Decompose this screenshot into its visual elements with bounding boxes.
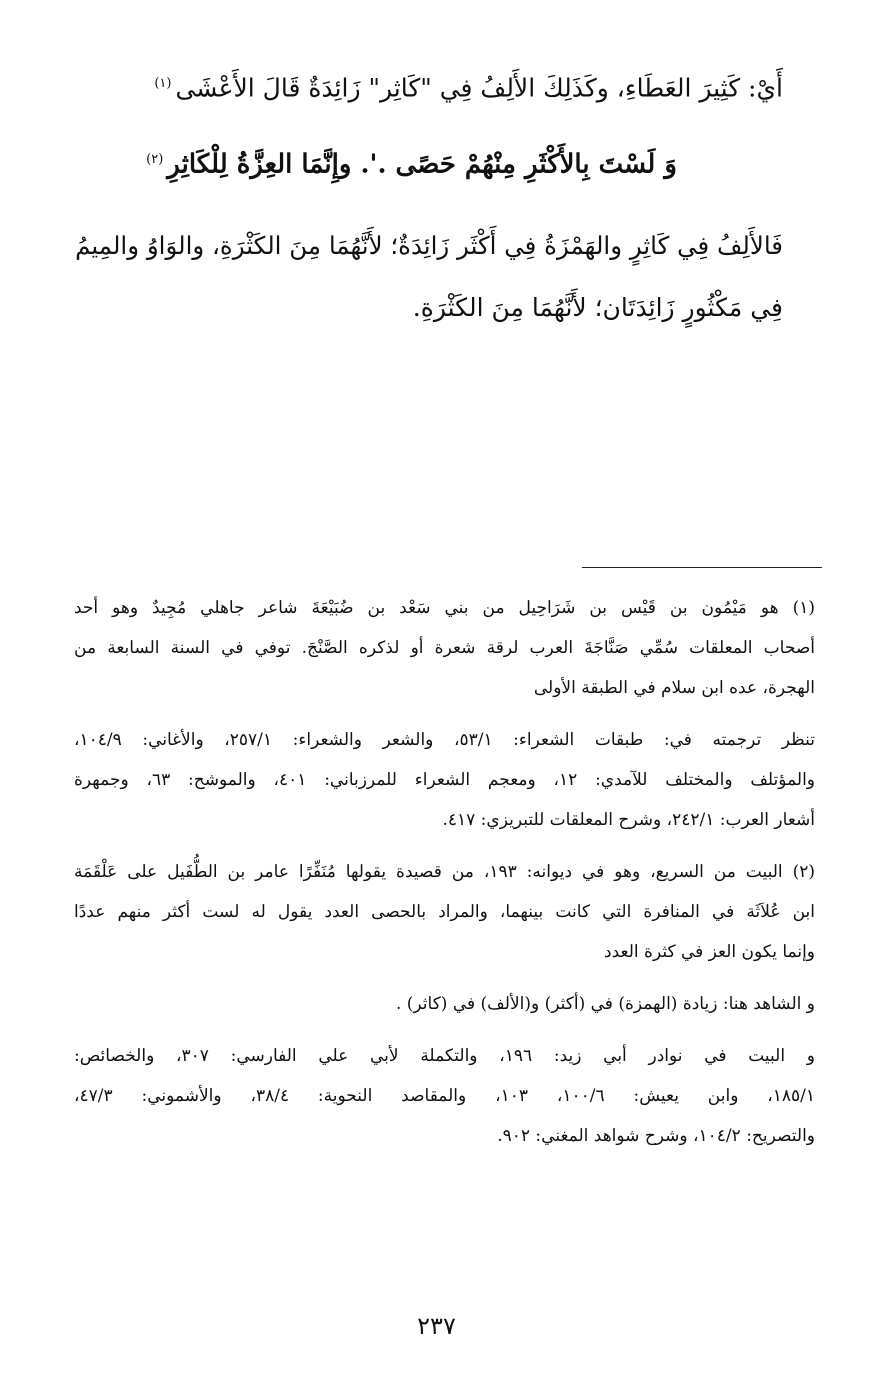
intro-text: أَيْ: كَثِيرَ العَطَاءِ، وكَذَلِكَ الأَلِفُ فِي "كَاثِر" زَائِدَةٌ قَالَ الأَعْشَى [175,73,783,103]
footnote-1-line-1: (١) هو مَيْمُون بن قَيْس بن شَرَاحِيل من بني سَعْد بن ضُبَيْعَةَ شاعر جاهلي مُجِيدٌ وهو أحد [74,598,815,618]
footnote-2-witness [74,984,815,1024]
footnote-2-refs-line-1: و البيت في نوادر أبي زيد: ١٩٦، والتكملة لأبي علي الفارسي: ٣٠٧، والخصائص: [74,1046,816,1066]
paragraph-line-2: فِي مَكْثُورٍ زَائِدَتَان؛ لأَنَّهُمَا مِنَ الكَثْرَةِ. [412,292,783,322]
explanation-paragraph [70,217,783,337]
footnote-2-line-1: (٢) البيت من السريع، وهو في ديوانه: ١٩٣، من قصيدة يقولها مُنَفِّرًا عامر بن الطُّفَيل على عَلْقَمَة [74,862,815,882]
paragraph-line-1: فَالأَلِفُ فِي كَاثِرٍ والهَمْزَةُ فِي أَكْثَر زَائِدَةٌ؛ لأَنَّهُمَا مِنَ الكَثْرَةِ، والوَاوُ والمِيمُ [75,230,783,260]
footnote-2-line-3: وإنما يكون العز في كثرة العدد [604,942,815,962]
intro-line [70,58,783,114]
footnote-1-refs-line-3: أشعار العرب: ٢٤٢/١، وشرح المعلقات للتبريزي: ٤١٧. [442,810,815,830]
footnote-1 [74,588,815,708]
main-text [70,50,783,337]
footnote-ref-1: (١) [154,76,172,91]
footnote-2-references [74,1036,815,1156]
footnote-2-witness-line: و الشاهد هنا: زيادة (الهمزة) في (أكثر) و(الألف) في (كاثر) . [395,994,815,1014]
verse-text: وَ لَسْتَ بِالأَكْثَرِ مِنْهُمْ حَصًى .'. وإِنَّمَا العِزَّةُ لِلْكَاثِرِ [167,149,677,180]
footnote-2 [74,852,815,972]
footnote-1-refs-line-2: والمؤتلف والمختلف للآمدي: ١٢، ومعجم الشعراء للمرزباني: ٤٠١، والموشح: ٦٣، وجمهرة [74,770,816,790]
poem-verse [70,134,783,191]
footnote-2-refs-line-2: ١٨٥/١، وابن يعيش: ١٠٠/٦، ١٠٣، والمقاصد النحوية: ٣٨/٤، والأشموني: ٤٧/٣، [74,1086,816,1106]
footnote-2-line-2: ابن عُلاَثَة في المنافرة التي كانت بينهما، والمراد بالحصى العدد يقول له لست أكثر منهم عددًا [74,902,815,922]
page-number: ٢٣٧ [417,1312,456,1340]
footnote-1-references [74,720,815,840]
footnote-1-refs-line-1: تنظر ترجمته في: طبقات الشعراء: ٥٣/١، والشعر والشعراء: ٢٥٧/١، والأغاني: ١٠٤/٩، [74,730,815,750]
footnotes [74,588,815,1156]
footnote-divider [582,567,822,568]
footnote-2-refs-line-3: والتصريح: ١٠٤/٢، وشرح شواهد المغني: ٩٠٢. [497,1126,815,1146]
footnote-ref-2: (٢) [146,152,164,168]
footnote-1-line-2: أصحاب المعلقات سُمِّي صَنَّاجَةَ العرب لرقة شعرة أو لذكره الصَّنْجَ. توفي في السنة السابعة من [74,638,815,658]
footnote-1-line-3: الهجرة، عده ابن سلام في الطبقة الأولى [533,678,815,698]
